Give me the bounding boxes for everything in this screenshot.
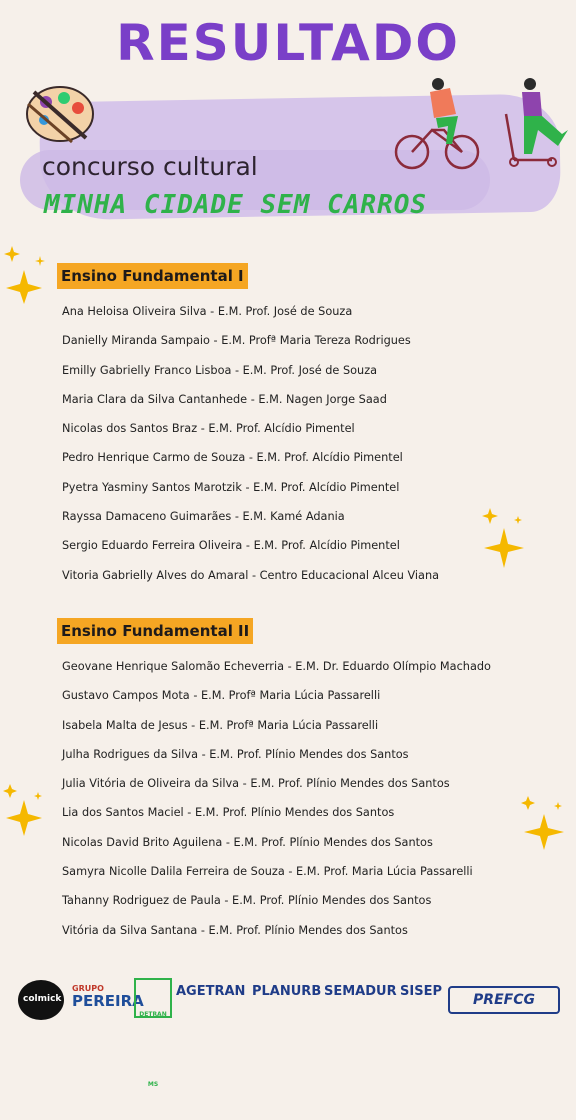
list-item: Rayssa Damaceno Guimarães - E.M. Kamé Adania	[62, 510, 345, 524]
semadur-logo: SEMADUR	[324, 984, 397, 999]
detran-logo-text: DETRAN MS	[139, 1011, 167, 1088]
sparkle-icon	[518, 794, 568, 852]
list-item: Tahanny Rodriguez de Paula - E.M. Prof. Plínio Mendes dos Santos	[62, 894, 432, 908]
list-item: Sergio Eduardo Ferreira Oliveira - E.M. Prof. Alcídio Pimentel	[62, 539, 400, 553]
sparkle-icon	[4, 244, 48, 304]
subtitle-contest: concurso cultural	[42, 152, 258, 181]
sisep-logo: SISEP	[400, 984, 442, 999]
list-item: Pedro Henrique Carmo de Souza - E.M. Prof. Alcídio Pimentel	[62, 451, 403, 465]
list-item: Julha Rodrigues da Silva - E.M. Prof. Plínio Mendes dos Santos	[62, 747, 409, 761]
list-item: Geovane Henrique Salomão Echeverria - E.M. Dr. Eduardo Olímpio Machado	[62, 660, 491, 673]
sparkle-icon	[2, 782, 46, 838]
cyclists-illustration	[392, 74, 572, 174]
prefcg-logo-text: PREFCG	[473, 992, 535, 1008]
list-item: Gustavo Campos Mota - E.M. Profª Maria Lúcia Passarelli	[62, 689, 381, 703]
list-item: Danielly Miranda Sampaio - E.M. Profª Maria Tereza Rodrigues	[62, 334, 411, 348]
section-label-fundamental-2: Ensino Fundamental II	[57, 618, 253, 644]
page-title: RESULTADO	[116, 14, 460, 72]
winners-list-fundamental-2	[62, 652, 491, 945]
colmick-logo	[18, 980, 64, 1020]
prefcg-logo	[448, 986, 560, 1014]
list-item: Maria Clara da Silva Cantanhede - E.M. Nagen Jorge Saad	[62, 392, 387, 406]
list-item: Lia dos Santos Maciel - E.M. Prof. Plínio Mendes dos Santos	[62, 806, 395, 820]
footer-logos	[0, 972, 576, 1088]
subtitle-theme: MINHA CIDADE SEM CARROS	[44, 190, 428, 220]
list-item: Nicolas dos Santos Braz - E.M. Prof. Alcídio Pimentel	[62, 422, 355, 436]
list-item: Vitoria Gabrielly Alves do Amaral - Centro Educacional Alceu Viana	[62, 568, 440, 582]
list-item: Ana Heloisa Oliveira Silva - E.M. Prof. José de Souza	[62, 305, 353, 318]
list-item: Julia Vitória de Oliveira da Silva - E.M. Prof. Plínio Mendes dos Santos	[62, 777, 450, 791]
detran-logo	[134, 978, 172, 1088]
sparkle-icon	[480, 506, 526, 568]
colmick-logo-text: colmick	[23, 994, 62, 1004]
list-item: Samyra Nicolle Dalila Ferreira de Souza - E.M. Prof. Maria Lúcia Passarelli	[62, 865, 473, 879]
list-item: Isabela Malta de Jesus - E.M. Profª Maria Lúcia Passarelli	[62, 718, 379, 732]
winners-list-fundamental-1	[62, 297, 439, 590]
list-item: Pyetra Yasminy Santos Marotzik - E.M. Prof. Alcídio Pimentel	[62, 480, 400, 494]
pereira-logo: PEREIRA	[72, 992, 144, 1010]
agetran-logo: AGETRAN	[176, 984, 246, 999]
list-item: Vitória da Silva Santana - E.M. Prof. Plínio Mendes dos Santos	[62, 923, 408, 937]
paint-palette-icon	[24, 82, 96, 144]
grupo-label: GRUPO	[72, 984, 104, 993]
list-item: Emilly Gabrielly Franco Lisboa - E.M. Prof. José de Souza	[62, 363, 378, 377]
planurb-logo: PLANURB	[252, 984, 322, 999]
list-item: Nicolas David Brito Aguilena - E.M. Prof. Plínio Mendes dos Santos	[62, 835, 433, 849]
section-label-fundamental-1: Ensino Fundamental I	[57, 263, 248, 289]
